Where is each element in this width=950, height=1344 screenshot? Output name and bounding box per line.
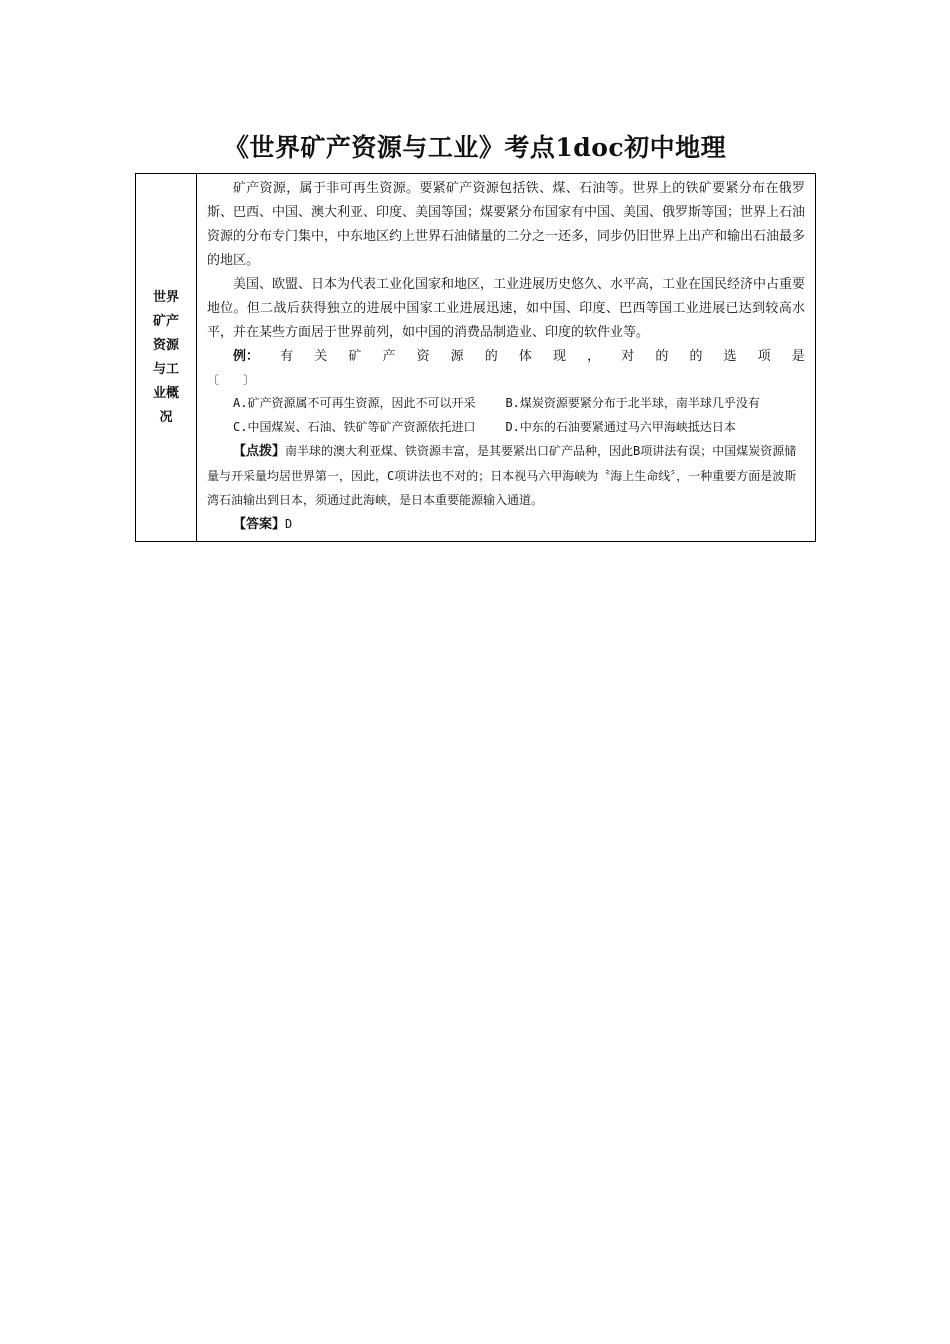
table-row [136,174,816,542]
example-char: 现 [553,349,567,364]
example-char: 关 [314,349,328,364]
answer-bracket: 〔 〕 [207,373,256,387]
paragraph-mineral-resources: 矿产资源，属于非可再生资源。要紧矿产资源包括铁、煤、石油等。世界上的铁矿要紧分布在俄罗斯、巴西、中国、澳大利亚、印度、美国等国；煤要紧分布国家有中国、美国、俄罗斯等国；世界上石油资源的分布专门集中，中东地区约上世界石油储量的二分之一还多，同步仍旧世界上出产和输出石油最多的地区。 [207,181,806,268]
side-label-cell [136,174,197,542]
example-label [233,345,259,369]
hint-text: 南半球的澳大利亚煤、铁资源丰富，是其要紧出口矿产品种，因此B项讲法有误；中国煤炭资源储量与开采量均居世界第一，因此，C项讲法也不对的；日本视马六甲海峡为〝海上生命线〞，一种重要方面是波斯湾石油输出到日本，须通过此海峡，是日本重要能源输入通道。 [207,444,797,507]
example-char: 项 [757,349,771,364]
answer-value: D [285,517,293,531]
example-char: 的 [655,349,669,364]
content-cell [197,174,816,542]
example-char: 是 [791,349,805,364]
option-a: A.矿产资源属不可再生资源，因此不可以开采 [233,396,476,410]
example-char: 矿 [348,349,362,364]
example-char: 有 [280,349,294,364]
answer-label: 【答案】 [233,517,286,532]
example-char: 产 [382,349,396,364]
example-char: 源 [450,349,464,364]
options-a-b [207,391,805,415]
hint-label: 【点拨】 [233,444,286,459]
options-c-d [207,415,805,439]
example-char: 的 [484,349,498,364]
page-title: 《世界矿产资源与工业》考点1doc初中地理 [223,133,727,162]
example-char: 体 [518,349,532,364]
option-c: C.中国煤炭、石油、铁矿等矿产资源依托进口 [233,420,476,434]
hint-paragraph [207,439,805,512]
answer-paragraph [207,512,805,537]
example-label-text: 例 [233,349,247,364]
example-char: ， [587,349,601,364]
example-char: 对 [621,349,635,364]
paragraph-industry: 美国、欧盟、日本为代表工业化国家和地区，工业进展历史悠久、水平高，工业在国民经济中占重要地位。但二战后获得独立的进展中国家工业进展迅速，如中国、印度、巴西等国工业进展已达到较高水平，并在某些方面居于世界前列，如中国的消费品制造业、印度的软件业等。 [207,277,806,340]
example-char: 选 [723,349,737,364]
example-char: 资 [416,349,430,364]
example-colon: ： [246,349,260,364]
option-b: B.煤炭资源要紧分布于北半球，南半球几乎没有 [505,396,760,410]
example-char: 的 [689,349,703,364]
side-label: 世界矿产资源与工业概况 [152,289,179,425]
option-d: D.中东的石油要紧通过马六甲海峡抵达日本 [505,420,736,434]
content-table [135,173,816,542]
example-question [207,345,805,369]
